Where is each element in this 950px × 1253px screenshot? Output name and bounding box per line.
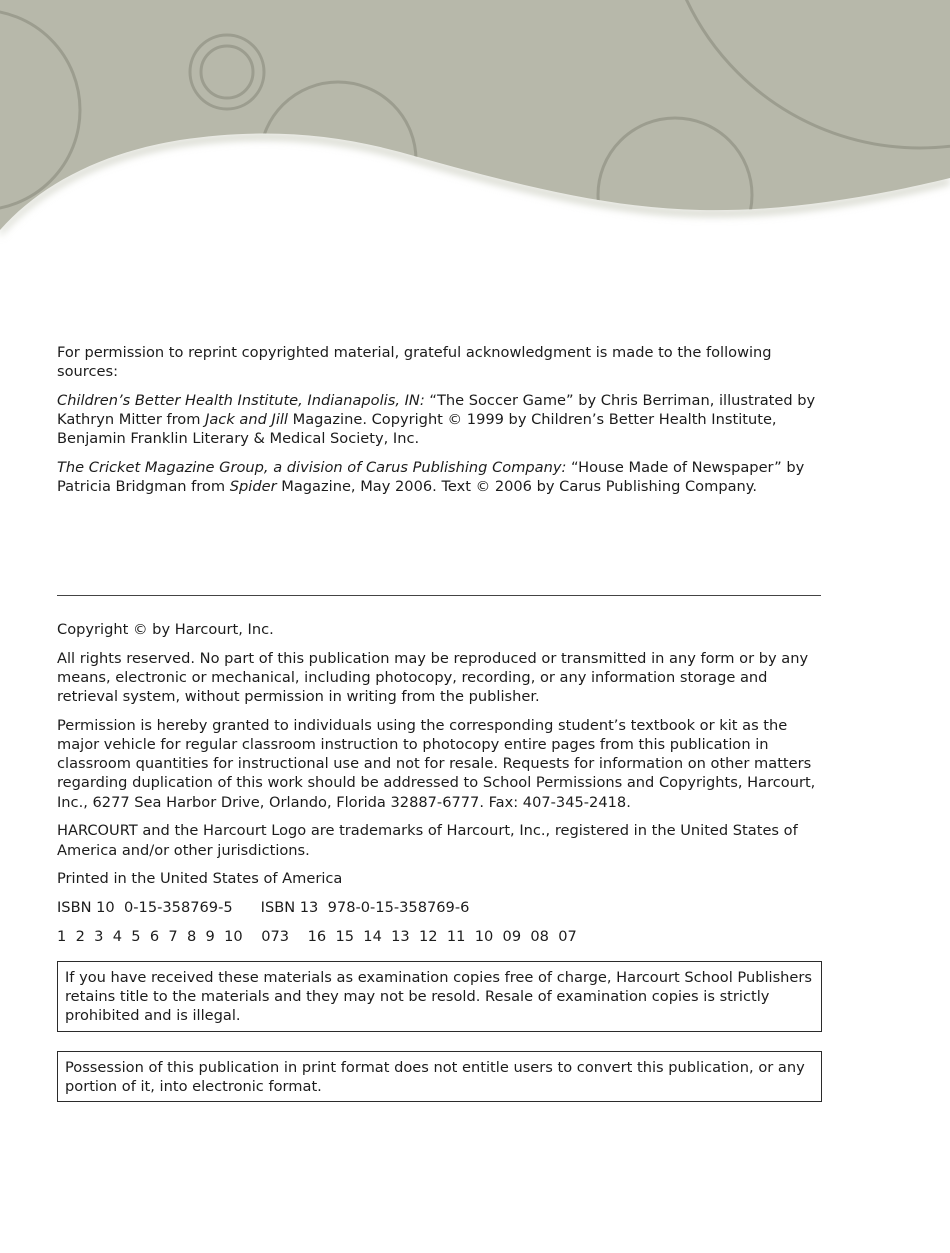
credit-entry [57,391,823,449]
permissions-intro: For permission to reprint copyrighted material, grateful acknowledgment is made to the following sources: [57,344,772,381]
examination-copy-notice [57,961,822,1032]
electronic-notice-text: Possession of this publication in print format does not entitle users to convert this publication, or any portion of it, into electronic format. [65,1059,805,1096]
section-divider [57,595,821,596]
isbn-13: ISBN 13 978-0-15-358769-6 [260,898,470,916]
credit-publication: Jack and Jill [205,411,288,429]
credit-text: Magazine, May 2006. Text © 2006 by Carus Publishing Company. [276,478,757,496]
credit-source: Children’s Better Health Institute, Indianapolis, IN: [57,391,425,409]
copyright-section [57,620,823,955]
permissions-section [57,343,823,506]
printing-number-line: 1 2 3 4 5 6 7 8 9 10 073 16 15 14 13 12 11 10 09 08 07 [57,927,577,945]
isbn-10: ISBN 10 0-15-358769-5 [57,898,233,916]
photocopy-permission: Permission is hereby granted to individuals using the corresponding student’s textbook or kit as the major vehicle for regular classroom instruction to photocopy entire pages from this publication in classroom quantities for instructional use and not for resale. Requests for information on other matters regarding duplication of this work should be addressed to School Permissions and Copyrights, Harcourt, Inc., 6277 Sea Harbor Drive, Orlando, Florida 32887-6777. Fax: 407-345-2418. [57,716,816,811]
credit-text: “The Soccer Game” by Chris Berriman, illustrated by Kathryn Mitter from [57,391,816,429]
trademark-notice: HARCOURT and the Harcourt Logo are trademarks of Harcourt, Inc., registered in the United States of America and/or other jurisdictions. [57,822,798,859]
credit-text: “House Made of Newspaper” by Patricia Bridgman from [57,459,805,496]
credit-source: The Cricket Magazine Group, a division of Carus Publishing Company: [57,459,567,477]
electronic-format-notice [57,1051,822,1102]
rights-reserved: All rights reserved. No part of this publication may be reproduced or transmitted in any form or by any means, electronic or mechanical, including photocopy, recording, or any information storage and retrieval system, without permission in writing from the publisher. [57,649,809,706]
credit-publication: Spider [229,478,277,496]
examination-notice-text: If you have received these materials as examination copies free of charge, Harcourt School Publishers retains title to the materials and they may not be resold. Resale of examination copies is strictly prohibited and is illegal. [65,969,813,1025]
printed-in: Printed in the United States of America [57,870,343,888]
decorative-header-graphic [0,0,950,260]
copyright-line: Copyright © by Harcourt, Inc. [57,621,274,638]
isbn-line [57,898,823,917]
wave-background [0,0,950,230]
credit-text: Magazine. Copyright © 1999 by Children’s Better Health Institute, Benjamin Franklin Literary & Medical Society, Inc. [57,411,777,448]
credit-entry [57,458,823,496]
